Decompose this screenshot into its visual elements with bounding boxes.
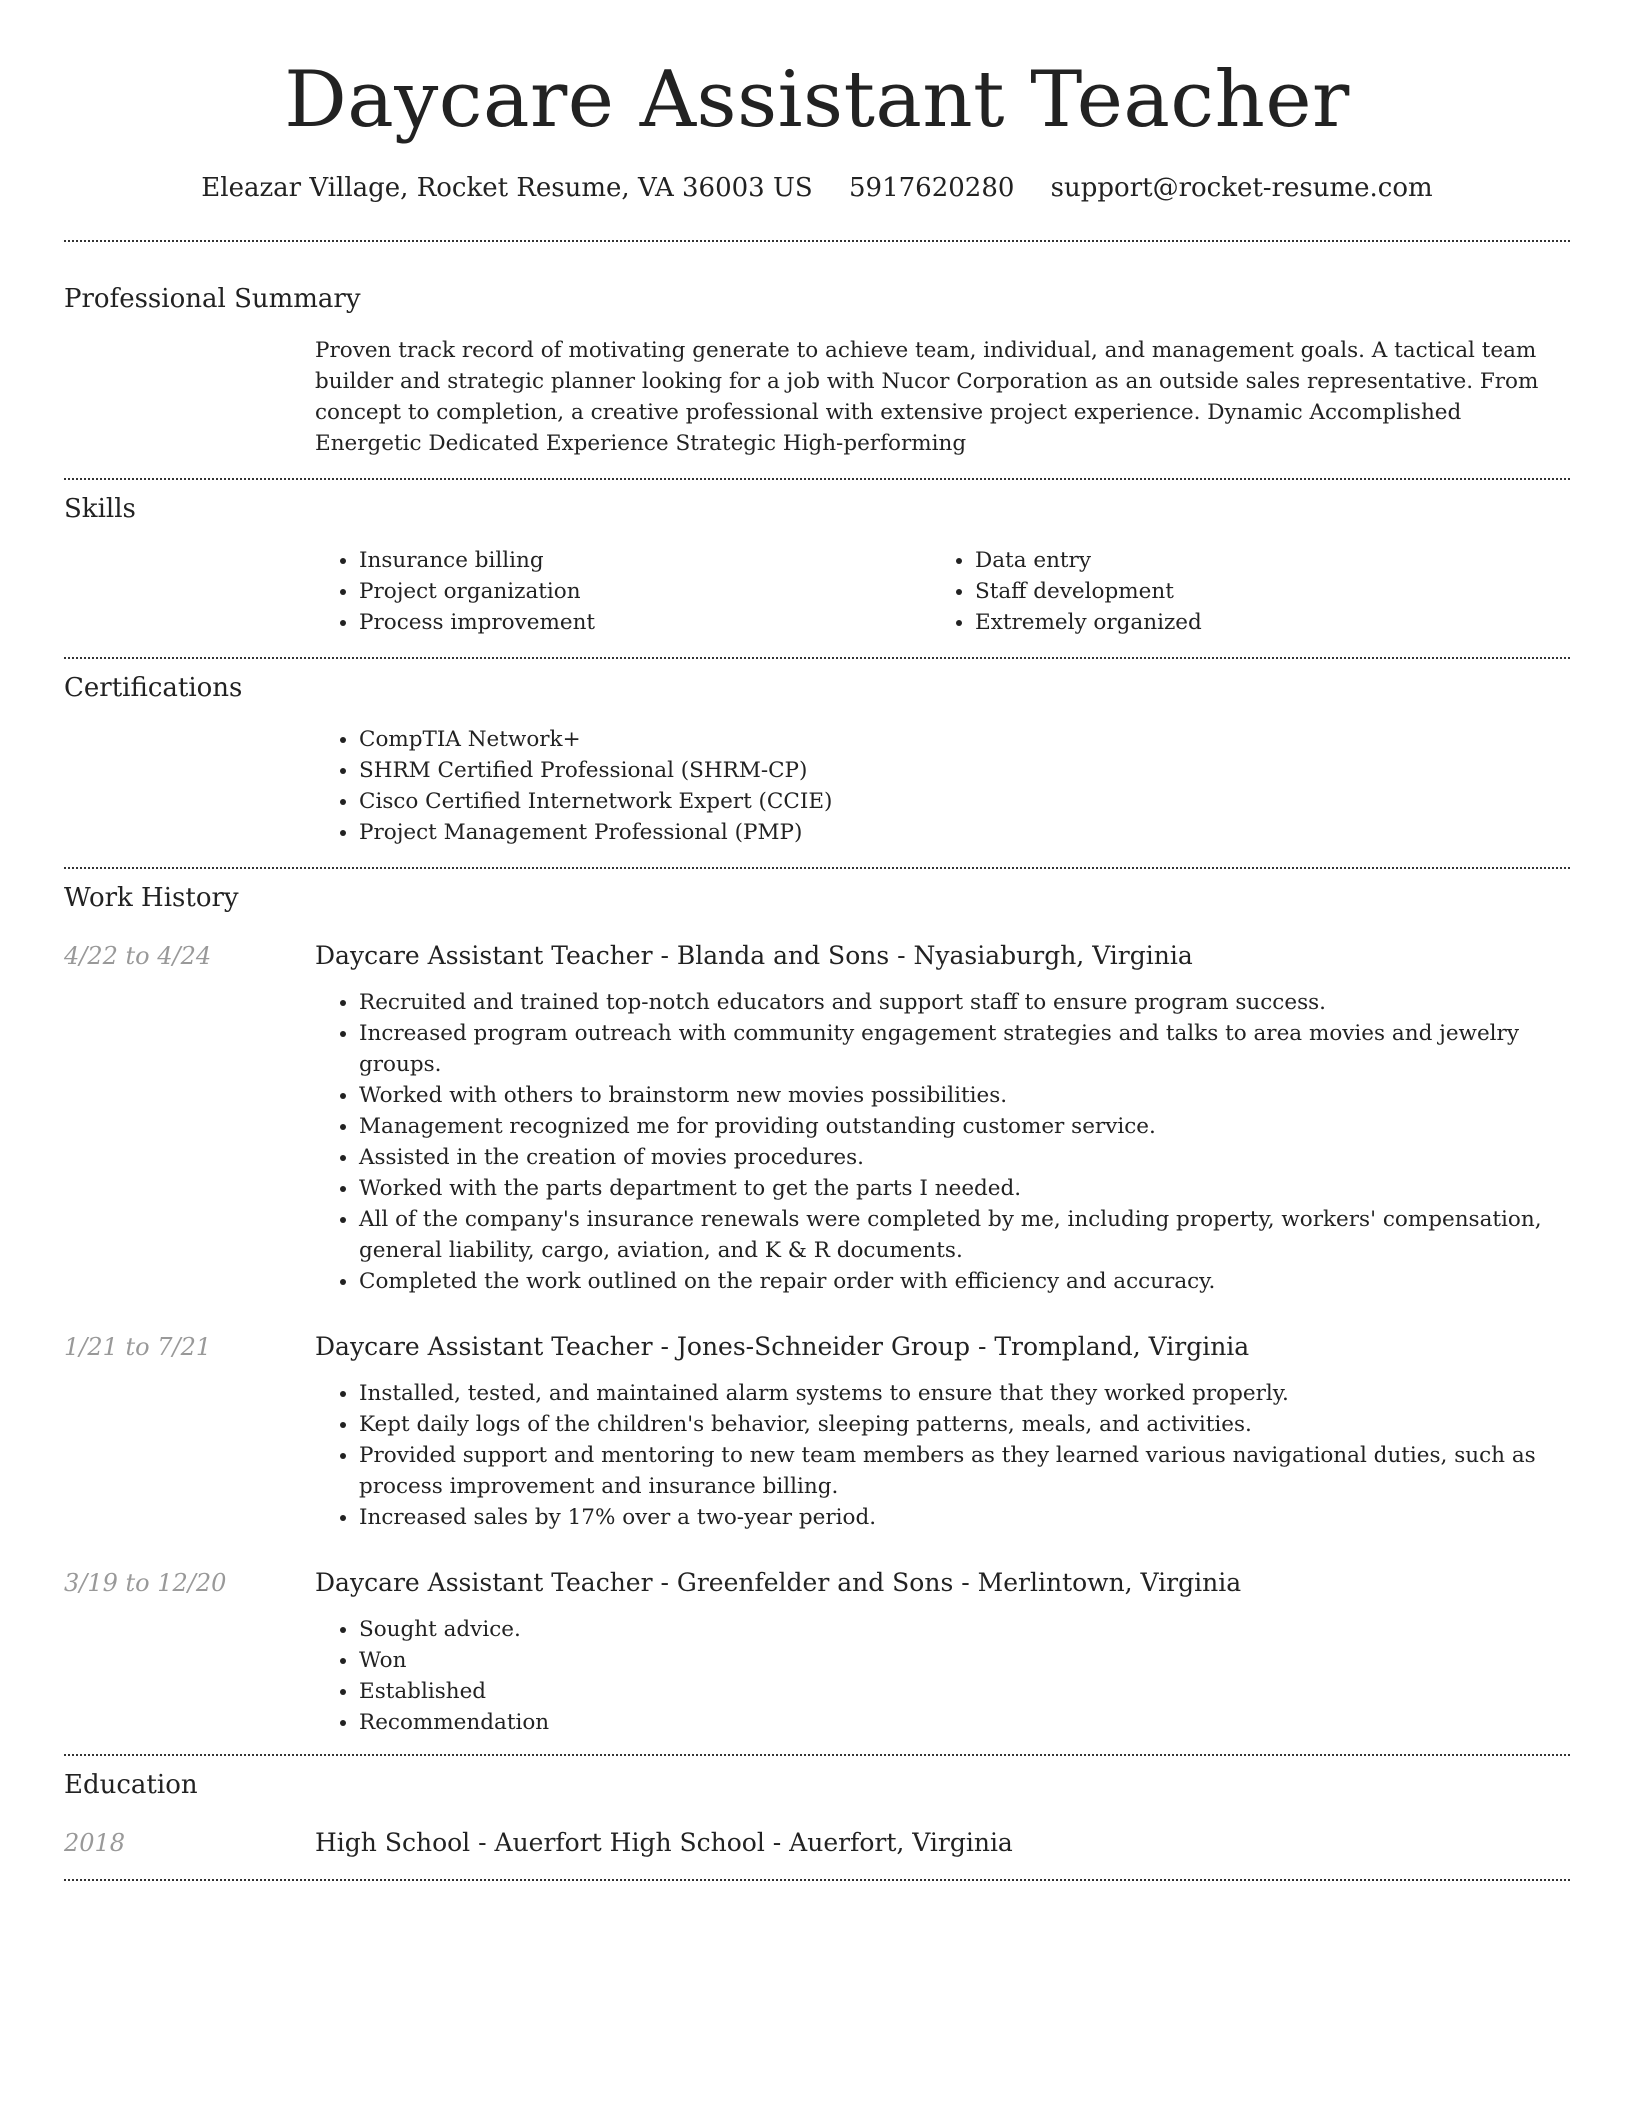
job-date: 3/19 to 12/20 <box>64 1569 227 1597</box>
job-bullets <box>315 987 1570 1297</box>
certification-item: • Project Management Professional (PMP) <box>359 817 1570 848</box>
work-title: Work History <box>64 883 239 913</box>
divider <box>64 1879 1570 1881</box>
education-entry <box>64 1826 1570 1860</box>
job-bullet: • Sought advice. <box>359 1614 1570 1645</box>
job-bullet: • Recommendation <box>359 1707 1570 1738</box>
resume-page <box>64 0 1570 1881</box>
education-heading: High School - Auerfort High School - Auerfort, Virginia <box>315 1828 1013 1857</box>
resume-name: Daycare Assistant Teacher <box>284 55 1350 145</box>
contact-email: support@rocket-resume.com <box>1050 173 1433 203</box>
job-bullet: • Worked with the parts department to get the parts I needed. <box>359 1173 1570 1204</box>
certifications-content <box>315 724 1570 848</box>
skills-title: Skills <box>64 494 136 524</box>
contact-line <box>64 170 1570 206</box>
job-bullet: • Increased sales by 17% over a two-year period. <box>359 1502 1570 1533</box>
job-heading: Daycare Assistant Teacher - Greenfelder and Sons - Merlintown, Virginia <box>315 1568 1242 1597</box>
education-section <box>64 1756 1570 1860</box>
certification-item: • SHRM Certified Professional (SHRM-CP) <box>359 755 1570 786</box>
job-bullet: • Assisted in the creation of movies procedures. <box>359 1142 1570 1173</box>
contact-address: Eleazar Village, Rocket Resume, VA 36003 US <box>201 173 813 203</box>
job-date: 4/22 to 4/24 <box>64 942 212 970</box>
certification-item: • Cisco Certified Internetwork Expert (CCIE) <box>359 786 1570 817</box>
skills-grid <box>315 545 1570 638</box>
certifications-section <box>64 659 1570 848</box>
certifications-title: Certifications <box>64 673 243 703</box>
education-date: 2018 <box>64 1829 126 1857</box>
job-entry <box>64 1566 1570 1738</box>
work-section <box>64 869 1570 1738</box>
skill-item: • Process improvement <box>359 607 931 638</box>
skills-list-left <box>315 545 931 638</box>
summary-text: Proven track record of motivating generate to achieve team, individual, and management goals. A tactical team builder and strategic planner looking for a job with Nucor Corporation as an outside sales representative. From concept to completion, a creative professional with extensive project experience. Dynamic Accomplished Energetic Dedicated Experience Strategic High-performing <box>315 338 1539 456</box>
job-bullet: • Worked with others to brainstorm new movies possibilities. <box>359 1080 1570 1111</box>
job-bullet: • Kept daily logs of the children's behavior, sleeping patterns, meals, and activities. <box>359 1409 1570 1440</box>
job-bullets <box>315 1614 1570 1738</box>
job-date: 1/21 to 7/21 <box>64 1333 212 1361</box>
skill-item: • Insurance billing <box>359 545 931 576</box>
skills-list-right <box>931 545 1547 638</box>
job-entry <box>64 1330 1570 1533</box>
summary-section <box>64 242 1570 459</box>
certification-item: • CompTIA Network+ <box>359 724 1570 755</box>
job-bullet: • Increased program outreach with community engagement strategies and talks to area movies and jewelry groups. <box>359 1018 1570 1080</box>
job-bullets <box>315 1378 1570 1533</box>
job-bullet: • Provided support and mentoring to new team members as they learned various navigational duties, such as process improvement and insurance billing. <box>359 1440 1570 1502</box>
summary-title: Professional Summary <box>64 284 361 314</box>
summary-content <box>315 335 1570 459</box>
job-bullet: • Completed the work outlined on the repair order with efficiency and accuracy. <box>359 1266 1570 1297</box>
job-bullet: • Established <box>359 1676 1570 1707</box>
job-bullet: • Management recognized me for providing outstanding customer service. <box>359 1111 1570 1142</box>
job-bullet: • Installed, tested, and maintained alarm systems to ensure that they worked properly. <box>359 1378 1570 1409</box>
education-title: Education <box>64 1770 198 1800</box>
job-bullet: • Recruited and trained top-notch educators and support staff to ensure program success. <box>359 987 1570 1018</box>
job-entry <box>64 939 1570 1297</box>
skill-item: • Project organization <box>359 576 931 607</box>
certifications-list <box>315 724 1570 848</box>
job-heading: Daycare Assistant Teacher - Jones-Schneider Group - Trompland, Virginia <box>315 1332 1250 1361</box>
job-bullet: • Won <box>359 1645 1570 1676</box>
job-heading: Daycare Assistant Teacher - Blanda and Sons - Nyasiaburgh, Virginia <box>315 941 1193 970</box>
skill-item: • Data entry <box>975 545 1547 576</box>
skill-item: • Extremely organized <box>975 607 1547 638</box>
skills-section <box>64 480 1570 638</box>
contact-phone: 5917620280 <box>848 173 1015 203</box>
job-bullet: • All of the company's insurance renewals were completed by me, including property, workers' compensation, general liability, cargo, aviation, and K & R documents. <box>359 1204 1570 1266</box>
skill-item: • Staff development <box>975 576 1547 607</box>
